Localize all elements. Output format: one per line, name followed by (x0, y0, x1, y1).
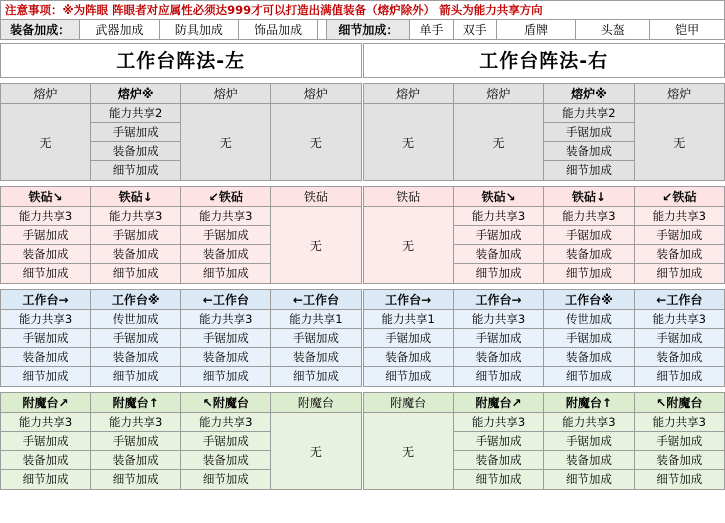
station-header: 铁砧↘ (454, 187, 543, 207)
station-bonus: 装备加成 (91, 142, 180, 161)
station-bonus: 细节加成 (635, 264, 724, 283)
left-furnace-col-3 (181, 84, 271, 180)
legend-detail-armor: 铠甲 (650, 20, 724, 39)
station-bonus: 手锯加成 (544, 123, 633, 142)
station-header: ↖附魔台 (181, 393, 270, 413)
right-bench-block (363, 289, 725, 387)
station-header: 熔炉 (181, 84, 270, 104)
station-bonus: 装备加成 (635, 245, 724, 264)
right-enchant-col-4 (635, 393, 724, 489)
station-header: 熔炉 (271, 84, 360, 104)
station-bonus: 装备加成 (544, 451, 633, 470)
station-bonus: 能力共享3 (635, 310, 724, 329)
station-bonus: 手锯加成 (1, 329, 90, 348)
station-bonus: 能力共享3 (181, 207, 270, 226)
station-empty: 无 (635, 104, 724, 180)
legend-equip-label: 装备加成： (1, 20, 80, 39)
legend-detail-onehand: 单手 (410, 20, 453, 39)
station-header: 附魔台↗ (454, 393, 543, 413)
station-bonus: 细节加成 (91, 367, 180, 386)
station-bonus: 能力共享2 (544, 104, 633, 123)
station-bonus: 装备加成 (1, 451, 90, 470)
station-bonus: 能力共享3 (454, 207, 543, 226)
right-furnace-col-4 (635, 84, 724, 180)
station-bonus: 装备加成 (271, 348, 360, 367)
station-bonus: 细节加成 (181, 470, 270, 489)
left-bench-col-3 (181, 290, 271, 386)
station-bonus: 手锯加成 (454, 432, 543, 451)
station-bonus: 细节加成 (544, 264, 633, 283)
station-bonus: 手锯加成 (544, 432, 633, 451)
station-bonus: 装备加成 (454, 451, 543, 470)
right-bench-col-1 (364, 290, 454, 386)
legend-armor-bonus: 防具加成 (160, 20, 239, 39)
left-enchant-block (0, 392, 362, 490)
station-header: 工作台→ (364, 290, 453, 310)
left-layout-column (0, 40, 362, 490)
right-furnace-col-3 (544, 84, 634, 180)
station-bonus: 手锯加成 (181, 329, 270, 348)
station-header: 工作台※ (544, 290, 633, 310)
station-bonus: 装备加成 (181, 245, 270, 264)
station-header: 熔炉※ (91, 84, 180, 104)
station-bonus: 细节加成 (364, 367, 453, 386)
station-bonus: 手锯加成 (1, 432, 90, 451)
station-bonus: 手锯加成 (181, 226, 270, 245)
station-header: 铁砧 (271, 187, 360, 207)
station-bonus: 能力共享1 (271, 310, 360, 329)
station-bonus: 装备加成 (91, 348, 180, 367)
station-header: 附魔台 (271, 393, 360, 413)
station-header: 工作台※ (91, 290, 180, 310)
layout-columns (0, 40, 725, 490)
station-bonus: 能力共享3 (181, 310, 270, 329)
station-bonus: 细节加成 (454, 367, 543, 386)
station-bonus: 能力共享3 (1, 207, 90, 226)
station-empty: 无 (1, 104, 90, 180)
right-anvil-col-4 (635, 187, 724, 283)
station-header: 铁砧↘ (1, 187, 90, 207)
station-bonus: 能力共享3 (544, 413, 633, 432)
station-bonus: 手锯加成 (635, 329, 724, 348)
left-furnace-col-2 (91, 84, 181, 180)
station-bonus: 细节加成 (181, 264, 270, 283)
station-bonus: 装备加成 (454, 348, 543, 367)
notice-bar (0, 0, 725, 19)
left-bench-col-4 (271, 290, 360, 386)
right-bench-col-4 (635, 290, 724, 386)
legend-gap (318, 20, 327, 39)
station-bonus: 手锯加成 (91, 226, 180, 245)
left-enchant-col-4 (271, 393, 360, 489)
station-header: 熔炉 (635, 84, 724, 104)
station-bonus: 能力共享3 (91, 413, 180, 432)
right-anvil-col-1 (364, 187, 454, 283)
left-enchant-col-2 (91, 393, 181, 489)
station-header: 熔炉 (454, 84, 543, 104)
station-bonus: 手锯加成 (635, 226, 724, 245)
station-header: 熔炉 (1, 84, 90, 104)
station-header: 附魔台↑ (91, 393, 180, 413)
station-bonus: 装备加成 (544, 348, 633, 367)
station-bonus: 细节加成 (635, 470, 724, 489)
station-bonus: 装备加成 (1, 245, 90, 264)
left-enchant-col-3 (181, 393, 271, 489)
station-bonus: 细节加成 (635, 367, 724, 386)
station-bonus: 细节加成 (544, 161, 633, 180)
station-header: ←工作台 (635, 290, 724, 310)
right-bench-col-2 (454, 290, 544, 386)
station-empty: 无 (271, 104, 360, 180)
station-header: ↙铁砧 (635, 187, 724, 207)
legend-detail-twohand: 双手 (454, 20, 497, 39)
left-title: 工作台阵法-左 (0, 43, 362, 78)
left-anvil-col-4 (271, 187, 360, 283)
station-header: 附魔台↗ (1, 393, 90, 413)
station-header: 熔炉 (364, 84, 453, 104)
station-bonus: 手锯加成 (635, 432, 724, 451)
station-bonus: 装备加成 (635, 451, 724, 470)
station-header: 铁砧↓ (91, 187, 180, 207)
station-empty: 无 (271, 413, 360, 489)
station-header: 工作台→ (1, 290, 90, 310)
station-bonus: 装备加成 (91, 245, 180, 264)
station-header: 附魔台 (364, 393, 453, 413)
station-bonus: 能力共享3 (454, 413, 543, 432)
station-empty: 无 (181, 104, 270, 180)
station-bonus: 装备加成 (544, 245, 633, 264)
station-bonus: 手锯加成 (91, 432, 180, 451)
station-bonus: 手锯加成 (454, 329, 543, 348)
station-empty: 无 (364, 207, 453, 283)
station-header: 工作台→ (454, 290, 543, 310)
station-header: ←工作台 (181, 290, 270, 310)
station-header: 铁砧↓ (544, 187, 633, 207)
station-bonus: 手锯加成 (544, 329, 633, 348)
station-empty: 无 (364, 104, 453, 180)
station-bonus: 能力共享1 (364, 310, 453, 329)
station-header: 铁砧 (364, 187, 453, 207)
left-bench-block (0, 289, 362, 387)
station-bonus: 能力共享3 (544, 207, 633, 226)
right-anvil-block (363, 186, 725, 284)
left-anvil-col-1 (1, 187, 91, 283)
left-bench-col-2 (91, 290, 181, 386)
station-bonus: 能力共享3 (635, 207, 724, 226)
station-bonus: 装备加成 (181, 348, 270, 367)
right-anvil-col-2 (454, 187, 544, 283)
legend-weapon-bonus: 武器加成 (80, 20, 159, 39)
station-empty: 无 (454, 104, 543, 180)
station-bonus: 能力共享3 (1, 413, 90, 432)
station-bonus: 手锯加成 (544, 226, 633, 245)
left-bench-col-1 (1, 290, 91, 386)
station-bonus: 细节加成 (91, 264, 180, 283)
station-bonus: 细节加成 (544, 367, 633, 386)
station-bonus: 装备加成 (91, 451, 180, 470)
right-bench-col-3 (544, 290, 634, 386)
station-bonus: 手锯加成 (91, 329, 180, 348)
legend-ornament-bonus: 饰品加成 (239, 20, 318, 39)
station-bonus: 能力共享3 (181, 413, 270, 432)
station-bonus: 传世加成 (544, 310, 633, 329)
station-bonus: 细节加成 (181, 367, 270, 386)
station-header: ↖附魔台 (635, 393, 724, 413)
station-bonus: 装备加成 (544, 142, 633, 161)
station-bonus: 装备加成 (181, 451, 270, 470)
station-bonus: 手锯加成 (181, 432, 270, 451)
left-furnace-col-1 (1, 84, 91, 180)
station-bonus: 细节加成 (91, 470, 180, 489)
right-furnace-block (363, 83, 725, 181)
right-enchant-col-3 (544, 393, 634, 489)
legend-row (0, 19, 725, 40)
notice-text: 注意事项：※为阵眼 阵眼者对应属性必须达999才可以打造出满值装备（熔炉除外） 箭头为能力共享方向 (5, 3, 543, 17)
left-anvil-block (0, 186, 362, 284)
station-bonus: 手锯加成 (271, 329, 360, 348)
station-header: 附魔台↑ (544, 393, 633, 413)
right-furnace-col-1 (364, 84, 454, 180)
station-bonus: 细节加成 (1, 367, 90, 386)
station-bonus: 能力共享3 (1, 310, 90, 329)
legend-detail-shield: 盾牌 (497, 20, 576, 39)
right-enchant-col-2 (454, 393, 544, 489)
right-layout-column (363, 40, 725, 490)
legend-detail-helmet: 头盔 (576, 20, 650, 39)
station-bonus: 能力共享3 (635, 413, 724, 432)
station-bonus: 细节加成 (91, 161, 180, 180)
station-bonus: 手锯加成 (1, 226, 90, 245)
left-enchant-col-1 (1, 393, 91, 489)
station-bonus: 能力共享2 (91, 104, 180, 123)
station-header: ↙铁砧 (181, 187, 270, 207)
left-anvil-col-2 (91, 187, 181, 283)
station-bonus: 细节加成 (1, 264, 90, 283)
legend-detail-label: 细节加成： (327, 20, 410, 39)
left-furnace-col-4 (271, 84, 360, 180)
right-enchant-col-1 (364, 393, 454, 489)
station-bonus: 细节加成 (454, 470, 543, 489)
station-bonus: 装备加成 (454, 245, 543, 264)
station-bonus: 细节加成 (544, 470, 633, 489)
station-bonus: 细节加成 (271, 367, 360, 386)
station-empty: 无 (271, 207, 360, 283)
right-enchant-block (363, 392, 725, 490)
station-bonus: 装备加成 (364, 348, 453, 367)
station-bonus: 手锯加成 (364, 329, 453, 348)
station-bonus: 手锯加成 (91, 123, 180, 142)
station-bonus: 装备加成 (635, 348, 724, 367)
right-title: 工作台阵法-右 (363, 43, 725, 78)
station-bonus: 手锯加成 (454, 226, 543, 245)
station-bonus: 能力共享3 (91, 207, 180, 226)
station-bonus: 装备加成 (1, 348, 90, 367)
right-furnace-col-2 (454, 84, 544, 180)
station-empty: 无 (364, 413, 453, 489)
station-header: 熔炉※ (544, 84, 633, 104)
station-bonus: 能力共享3 (454, 310, 543, 329)
station-bonus: 细节加成 (1, 470, 90, 489)
right-anvil-col-3 (544, 187, 634, 283)
left-anvil-col-3 (181, 187, 271, 283)
station-bonus: 细节加成 (454, 264, 543, 283)
left-furnace-block (0, 83, 362, 181)
station-header: ←工作台 (271, 290, 360, 310)
station-bonus: 传世加成 (91, 310, 180, 329)
